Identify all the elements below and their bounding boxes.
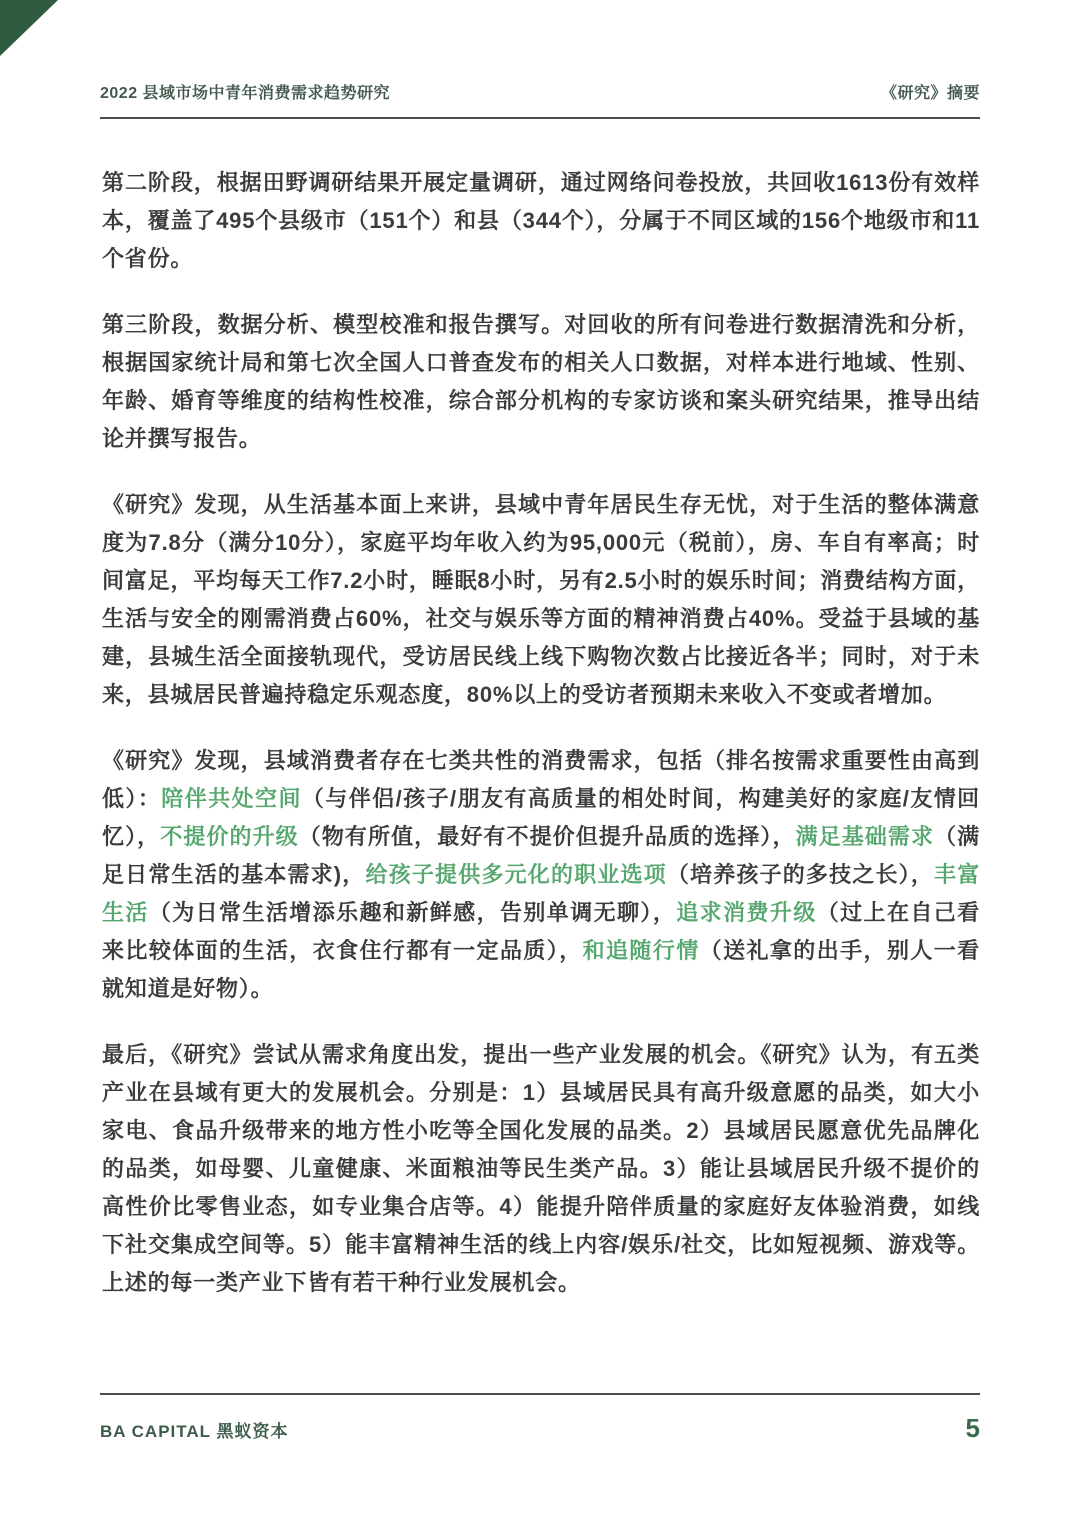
- body-text-run: （培养孩子的多技之长），: [666, 862, 935, 887]
- body-text-run: （与伴侣/孩子/朋友有高质量的相处时间，构建美好的家庭/友情回忆），: [102, 786, 980, 849]
- page-header: [100, 0, 980, 119]
- header-report-title: 2022 县域市场中青年消费需求趋势研究: [100, 85, 391, 102]
- highlighted-term: 不提价的升级: [160, 824, 299, 849]
- highlighted-term: 丰富生活: [102, 862, 980, 925]
- paragraph: [102, 164, 980, 278]
- body-text-run: 《研究》发现，县域消费者存在七类共性的消费需求，包括（排名按需求重要性由高到低）：: [102, 748, 980, 811]
- body-text-run: 第二阶段，根据田野调研结果开展定量调研，通过网络问卷投放，共回收1613份有效样本，覆盖了495个县级市（151个）和县（344个），分属于不同区域的156个地级市和11个省份。: [102, 170, 980, 271]
- paragraph: [102, 1036, 980, 1302]
- highlighted-term: 陪伴共处空间: [161, 786, 302, 811]
- page-footer: [100, 1393, 980, 1444]
- body-text-run: 最后，《研究》尝试从需求角度出发，提出一些产业发展的机会。《研究》认为，有五类产业在县域有更大的发展机会。分别是：1）县域居民具有高升级意愿的品类，如大小家电、食品升级带来的地方性小吃等全国化发展的品类。2）县域居民愿意优先品牌化的品类，如母婴、儿童健康、米面粮油等民生类产品。3）能让县域居民升级不提价的高性价比零售业态，如专业集合店等。4）能提升陪伴质量的家庭好友体验消费，如线下社交集成空间等。5）能丰富精神生活的线上内容/娱乐/社交，比如短视频、游戏等。上述的每一类产业下皆有若干种行业发展机会。: [102, 1042, 980, 1295]
- paragraph: [102, 742, 980, 1008]
- body-text-run: （为日常生活增添乐趣和新鲜感，告别单调无聊），: [148, 900, 677, 925]
- corner-triangle-decoration: [0, 0, 58, 56]
- footer-brand: BA CAPITAL 黑蚁资本: [100, 1422, 289, 1441]
- highlighted-term: 追求消费升级: [676, 900, 817, 925]
- highlighted-term: 满足基础需求: [795, 824, 935, 849]
- body-text-run: 《研究》发现，从生活基本面上来讲，县域中青年居民生存无忧，对于生活的整体满意度为7.8分（满分10分），家庭平均年收入约为95,000元（税前），房、车自有率高；时间富足，平均每天工作7.2小时，睡眠8小时，另有2.5小时的娱乐时间；消费结构方面，生活与安全的刚需消费占60%，社交与娱乐等方面的精神消费占40%。受益于县域的基建，县城生活全面接轨现代，受访居民线上线下购物次数占比接近各半；同时，对于未来，县城居民普遍持稳定乐观态度，80%以上的受访者预期未来收入不变或者增加。: [102, 492, 980, 707]
- body-content: [102, 118, 980, 1330]
- header-section-label: 《研究》摘要: [880, 85, 980, 102]
- paragraph: [102, 486, 980, 714]
- paragraph: [102, 306, 980, 458]
- highlighted-term: 和追随行情: [582, 938, 700, 963]
- body-text-run: （物有所值，最好有不提价但提升品质的选择），: [298, 824, 796, 849]
- body-text-run: 第三阶段，数据分析、模型校准和报告撰写。对回收的所有问卷进行数据清洗和分析，根据国家统计局和第七次全国人口普查发布的相关人口数据，对样本进行地域、性别、年龄、婚育等维度的结构性校准，综合部分机构的专家访谈和案头研究结果，推导出结论并撰写报告。: [102, 312, 980, 451]
- highlighted-term: 给孩子提供多元化的职业选项: [365, 862, 667, 887]
- body-text-run: （送礼拿的出手，别人一看就知道是好物）。: [102, 938, 980, 1001]
- body-text-run: （过上在自己看来比较体面的生活，衣食住行都有一定品质），: [102, 900, 980, 963]
- paragraphs: [102, 164, 980, 1302]
- body-text-run: （满足日常生活的基本需求)，: [102, 824, 980, 887]
- page-number: 5: [965, 1413, 980, 1443]
